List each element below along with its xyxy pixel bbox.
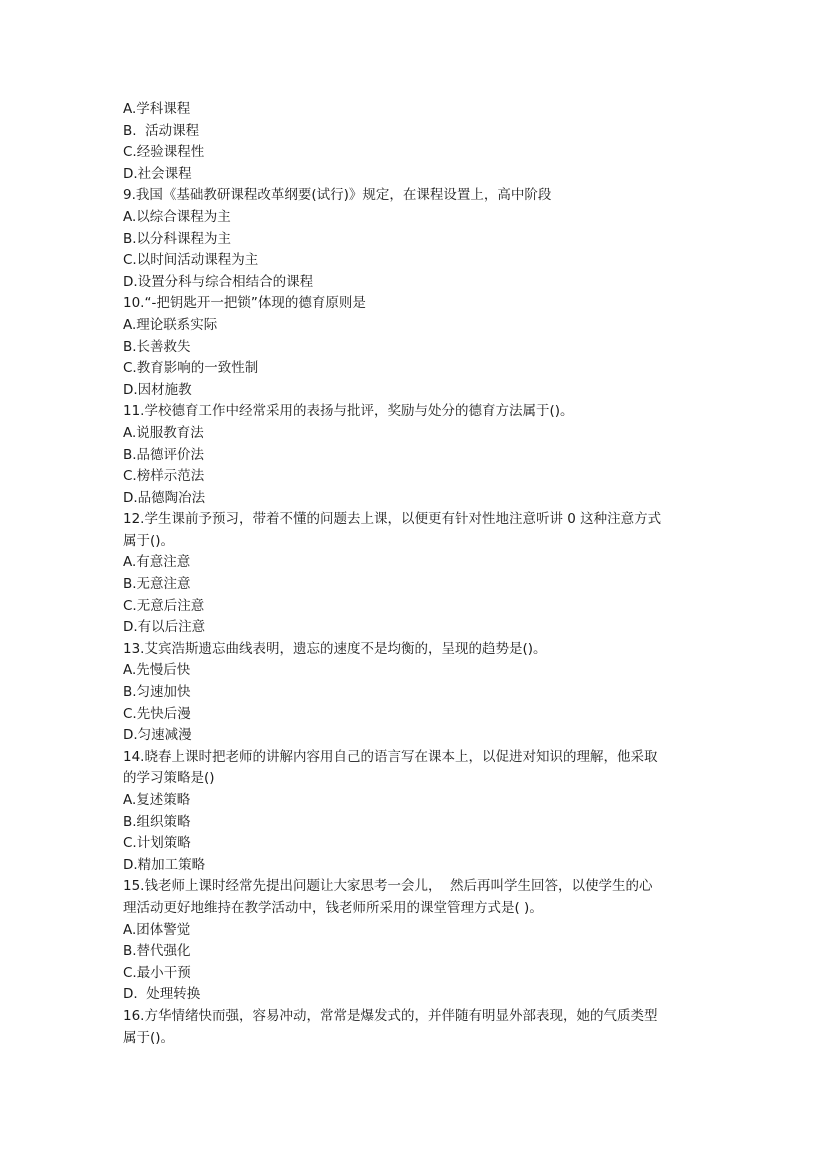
option-line: C.教育影响的一致性制 xyxy=(123,360,259,377)
option-line: B. 活动课程 xyxy=(123,122,200,139)
question-line: 13.艾宾浩斯遗忘曲线表明，遗忘的速度不是均衡的，呈现的趋势是()。 xyxy=(123,640,547,657)
option-line: A.团体警觉 xyxy=(123,921,191,938)
document-body xyxy=(123,99,708,1049)
option-line: D.品德陶冶法 xyxy=(123,489,206,506)
text-line: 属于()。 xyxy=(123,1029,175,1046)
option-line: A.说服教育法 xyxy=(123,424,204,441)
option-line: A.理论联系实际 xyxy=(123,316,218,333)
option-line: D.因材施教 xyxy=(123,381,192,398)
text-line: 属于()。 xyxy=(123,532,175,549)
option-line: A.先慢后快 xyxy=(123,662,191,679)
option-line: D.社会课程 xyxy=(123,165,192,182)
question-line: 16.方华情绪快而强，容易冲动，常常是爆发式的，并伴随有明显外部表现，她的气质类型 xyxy=(123,1007,658,1024)
option-line: B.组织策略 xyxy=(123,813,191,830)
option-line: A.有意注意 xyxy=(123,554,191,571)
option-line: C.计划策略 xyxy=(123,835,191,852)
option-line: A.复述策略 xyxy=(123,792,191,808)
option-line: B.无意注意 xyxy=(123,576,191,593)
option-line: B.替代强化 xyxy=(123,943,191,960)
option-line: C.无意后注意 xyxy=(123,597,205,614)
option-line: B.品德评价法 xyxy=(123,446,205,463)
question-line: 10.“-把钥匙开一把锁”体现的德育原则是 xyxy=(123,295,366,312)
option-line: B.匀速加快 xyxy=(123,684,191,701)
option-line: D. 处理转换 xyxy=(123,986,201,1003)
option-line: A.以综合课程为主 xyxy=(123,208,231,225)
text-line: 理活动更好地维持在教学活动中，钱老师所采用的课堂管理方式是( )。 xyxy=(123,899,543,916)
option-line: C.先快后漫 xyxy=(123,705,191,722)
option-line: C.榜样示范法 xyxy=(123,468,205,485)
option-line: D.设置分科与综合相结合的课程 xyxy=(123,273,314,290)
option-line: D.有以后注意 xyxy=(123,619,206,636)
question-line: 9.我国《基础教研课程改革纲要(试行)》规定，在课程设置上，高中阶段 xyxy=(123,187,552,204)
option-line: B.以分科课程为主 xyxy=(123,230,232,247)
option-line: D.精加工策略 xyxy=(123,856,206,873)
question-line: 11.学校德育工作中经常采用的表扬与批评，奖励与处分的德育方法属于()。 xyxy=(123,403,574,420)
question-line: 15.钱老师上课时经常先提出问题让大家思考一会儿， 然后再叫学生回答，以使学生的心 xyxy=(123,878,653,895)
option-line: A.学科课程 xyxy=(123,101,191,117)
option-line: C.经验课程性 xyxy=(123,144,205,161)
question-line: 12.学生课前予预习，带着不懂的问题去上课，以便更有针对性地注意听讲 0 这种注意方式 xyxy=(123,511,662,528)
question-line: 14.晓春上课时把老师的讲解内容用自己的语言写在课本上，以促进对知识的理解，他采取 xyxy=(123,748,658,765)
option-line: B.长善救失 xyxy=(123,338,191,355)
text-line: 的学习策略是() xyxy=(123,770,215,787)
option-line: C.最小干预 xyxy=(123,964,191,981)
option-line: C.以时间活动课程为主 xyxy=(123,252,259,269)
option-line: D.匀速减漫 xyxy=(123,727,192,744)
